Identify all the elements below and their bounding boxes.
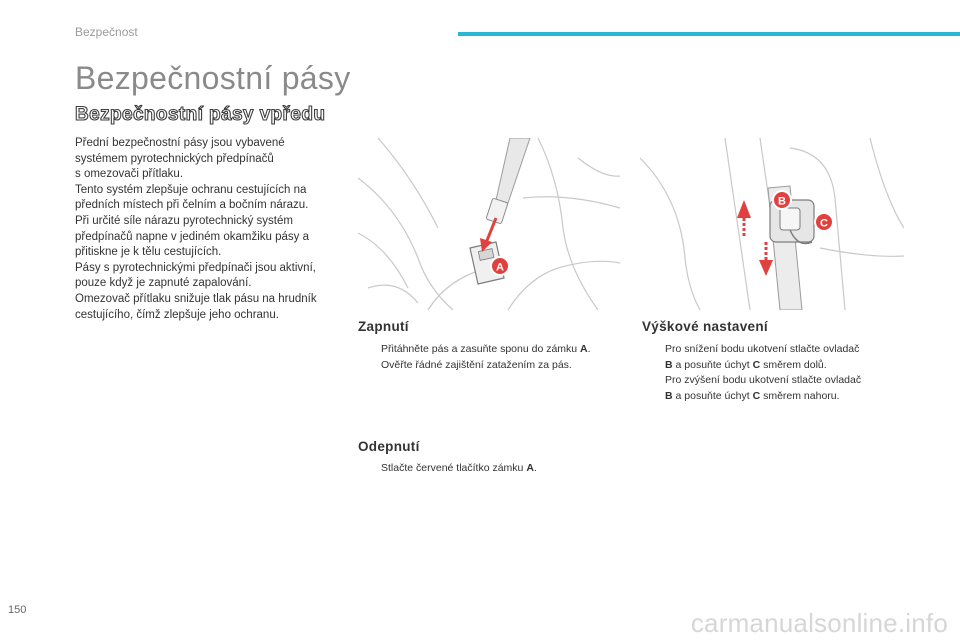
bullet-text: a posuňte úchyt	[672, 389, 753, 402]
list-item	[642, 373, 922, 404]
bullet-text: a posuňte úchyt	[672, 358, 753, 371]
fastening-list	[358, 342, 633, 373]
bullet-text: Přitáhněte pás a zasuňte sponu do zámku	[381, 343, 581, 355]
bullet-bold: B	[665, 389, 673, 402]
intro-line: Při určité síle nárazu pyrotechnický systém	[75, 214, 293, 227]
page-number: 150	[8, 604, 27, 616]
bullet-bold: C	[752, 358, 761, 371]
callout-a: A	[496, 261, 504, 274]
bullet-text: směrem nahoru.	[760, 389, 840, 402]
intro-line: systémem pyrotechnických předpínačů	[75, 152, 274, 165]
bullet-text: Ověřte řádné zajištění zatažením za pás.	[381, 358, 572, 371]
bullet-text: Pro snížení bodu ukotvení stlačte ovladač	[665, 343, 860, 355]
bullet-text: Stlačte červené tlačítko zámku	[381, 462, 527, 474]
list-item	[642, 342, 922, 373]
bullet-text: Pro zvýšení bodu ukotvení stlačte ovladač	[665, 374, 862, 386]
height-adjust-title: Výškové nastavení	[642, 319, 768, 334]
unfastening-list	[358, 461, 633, 477]
intro-line: Tento systém zlepšuje ochranu cestujících na	[75, 183, 307, 196]
intro-line: pouze když je zapnuté zapalování.	[75, 277, 252, 290]
intro-line: Pásy s pyrotechnickými předpínači jsou aktivní,	[75, 261, 316, 274]
list-item	[358, 342, 633, 358]
height-adjust-list	[642, 342, 922, 404]
section-title: Bezpečnostní pásy vpředu	[75, 104, 326, 125]
list-item	[358, 461, 633, 477]
fastening-title: Zapnutí	[358, 319, 409, 334]
bullet-bold: B	[665, 358, 673, 371]
intro-line: přitiskne je k tělu cestujících.	[75, 246, 222, 259]
header-accent-bar	[458, 32, 960, 36]
bullet-tail: .	[533, 462, 537, 474]
callout-b: B	[778, 195, 786, 208]
bullet-bold: C	[752, 389, 761, 402]
bullet-bold: A	[580, 343, 588, 355]
intro-line: cestujícího, čímž zlepšuje jeho ochranu.	[75, 308, 279, 321]
watermark: carmanualsonline.info	[690, 608, 948, 638]
header-section-label: Bezpečnost	[75, 25, 138, 39]
bullet-text: směrem dolů.	[760, 358, 827, 371]
intro-text	[75, 136, 350, 323]
intro-line: s omezovači přítlaku.	[75, 168, 184, 181]
buckle-illustration	[358, 138, 620, 310]
intro-line: Přední bezpečnostní pásy jsou vybavené	[75, 137, 285, 149]
bullet-tail: .	[587, 343, 591, 355]
callout-c: C	[820, 217, 828, 230]
height-adjuster-illustration	[640, 138, 904, 310]
intro-line: Omezovač přítlaku snižuje tlak pásu na hrudník	[75, 292, 317, 305]
unfastening-title: Odepnutí	[358, 439, 420, 454]
intro-line: předpínačů napne v jediném okamžiku pásy a	[75, 230, 309, 243]
intro-line: předních místech při čelním a bočním nárazu.	[75, 199, 309, 212]
page-title: Bezpečnostní pásy	[75, 60, 351, 96]
list-item	[358, 358, 633, 374]
bullet-bold: A	[526, 462, 534, 474]
